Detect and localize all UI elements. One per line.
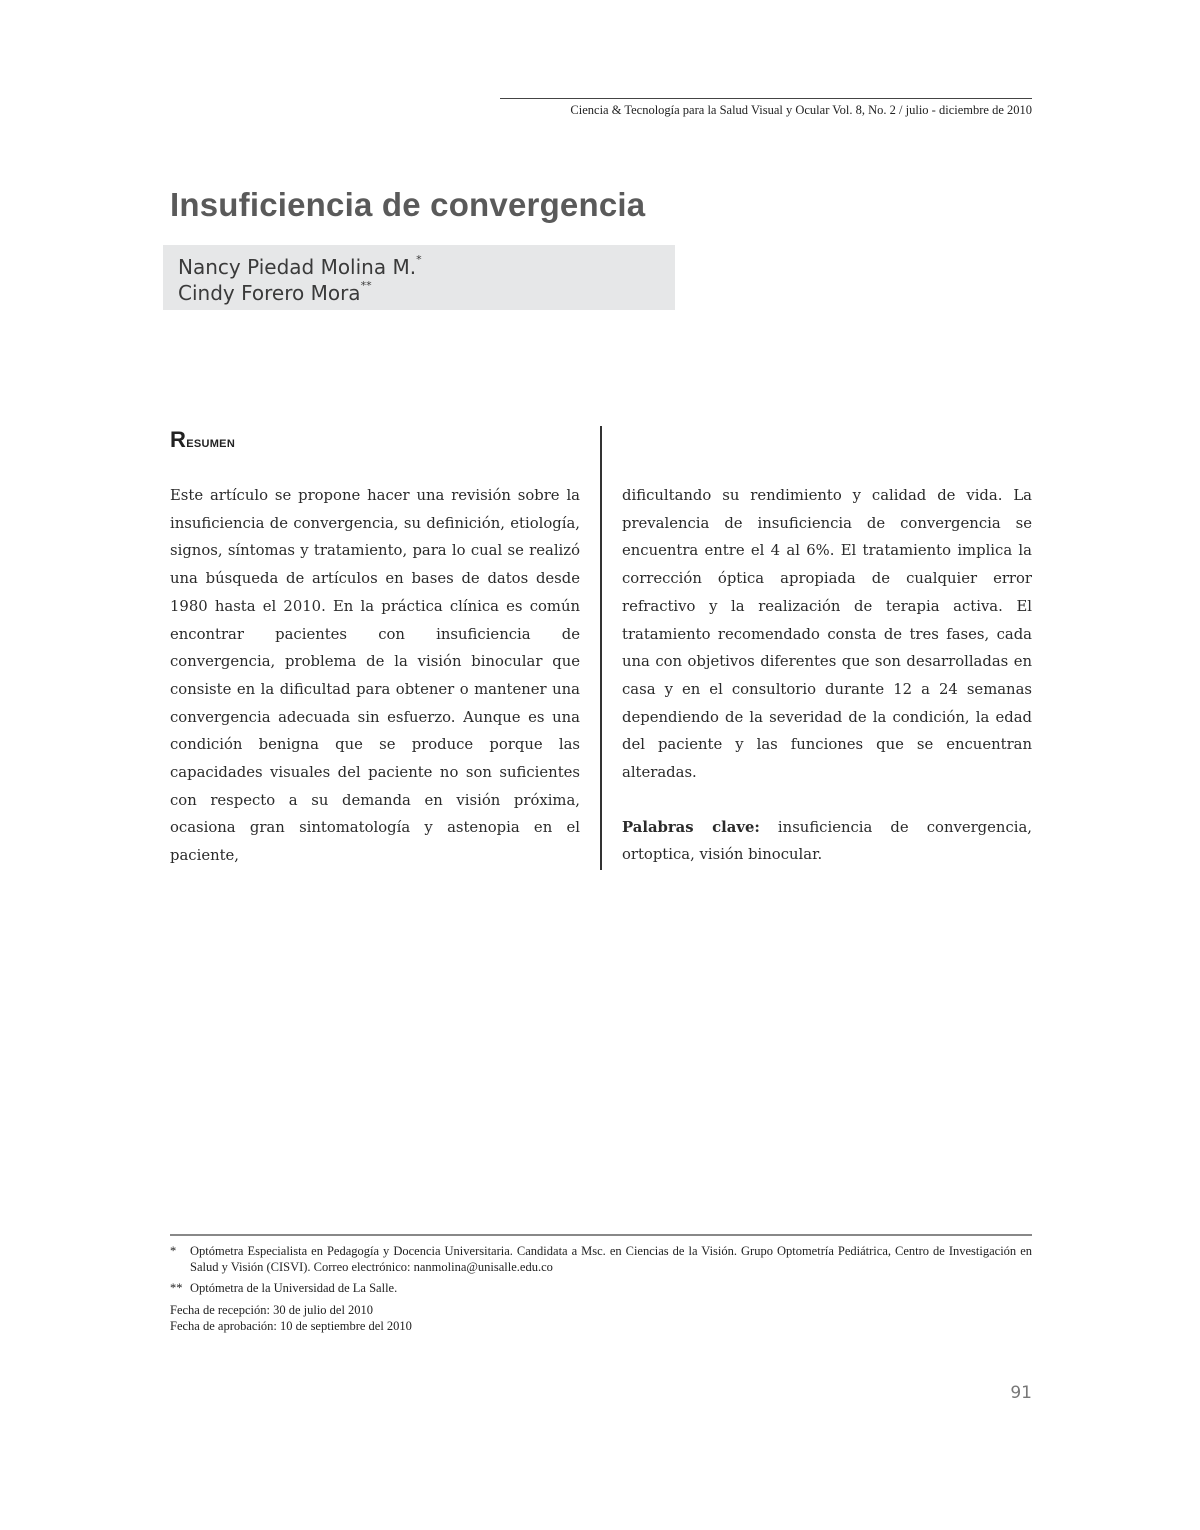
authors-box [163, 245, 675, 310]
footnote-1 [170, 1243, 1032, 1275]
heading-initial: R [170, 427, 187, 452]
section-heading-resumen [170, 427, 235, 453]
keywords-text: insuficiencia de convergencia, ortoptica, visión binocular. [622, 818, 1032, 864]
journal-header: Ciencia & Tecnología para la Salud Visual y Ocular Vol. 8, No. 2 / julio - diciembre de 2010 [500, 98, 1032, 118]
footnote-1-text: Optómetra Especialista en Pedagogía y Docencia Universitaria. Candidata a Msc. en Ciencias de la Visión. Grupo Optometría Pediátrica, Centro de Investigación en Salud y Visión (CISVI). Correo electrónico: nanmolina@unisalle.edu.co [190, 1244, 1032, 1274]
abstract-text-right: dificultando su rendimiento y calidad de vida. La prevalencia de insuficiencia de convergencia se encuentra entre el 4 al 6%. El tratamiento implica la corrección óptica apropiada de cualquier error refractivo y la realización de terapia activa. El tratamiento recomendado consta de tres fases, cada una con objetivos diferentes que son desarrolladas en casa y en el consultorio durante 12 a 24 semanas dependiendo de la severidad de la condición, la edad del paciente y las funciones que se encuentran alteradas. [622, 487, 1032, 782]
author-1-name: Nancy Piedad Molina M. [178, 255, 417, 279]
article-dates [170, 1302, 1032, 1334]
footnote-rule [170, 1234, 1032, 1236]
footnote-1-mark: * [170, 1244, 177, 1258]
author-2 [178, 281, 372, 305]
footnote-2-mark: ** [170, 1281, 183, 1295]
footnotes [170, 1243, 1032, 1334]
keywords [622, 814, 1032, 869]
keywords-label: Palabras clave: [622, 818, 760, 836]
author-2-mark: ** [360, 279, 372, 293]
abstract-text-left: Este artículo se propone hacer una revisión sobre la insuficiencia de convergencia, su definición, etiología, signos, síntomas y tratamiento, para lo cual se realizó una búsqueda de artículos en bases de datos desde 1980 hasta el 2010. En la práctica clínica es común encontrar pacientes con insuficiencia de convergencia, problema de la visión binocular que consiste en la dificultad para obtener o mantener una convergencia adecuada sin esfuerzo. Aunque es una condición benigna que se produce porque las capacidades visuales del paciente no son suficientes con respecto a su demanda en visión próxima, ocasiona gran sintomatología y astenopia en el paciente, [170, 487, 580, 865]
heading-rest: esumen [186, 434, 236, 451]
approved-date: Fecha de aprobación: 10 de septiembre del 2010 [170, 1319, 412, 1333]
footnote-2-text: Optómetra de la Universidad de La Salle. [190, 1281, 398, 1295]
page-number: 91 [1010, 1383, 1032, 1403]
footnote-2 [170, 1280, 1032, 1296]
article-title: Insuficiencia de convergencia [170, 186, 646, 223]
author-1-mark: * [416, 253, 422, 267]
author-1 [178, 255, 422, 279]
received-date: Fecha de recepción: 30 de julio del 2010 [170, 1303, 374, 1317]
author-2-name: Cindy Forero Mora [178, 281, 361, 305]
column-divider [600, 426, 602, 870]
abstract-left-column [170, 482, 580, 870]
abstract-right-column [622, 482, 1032, 869]
